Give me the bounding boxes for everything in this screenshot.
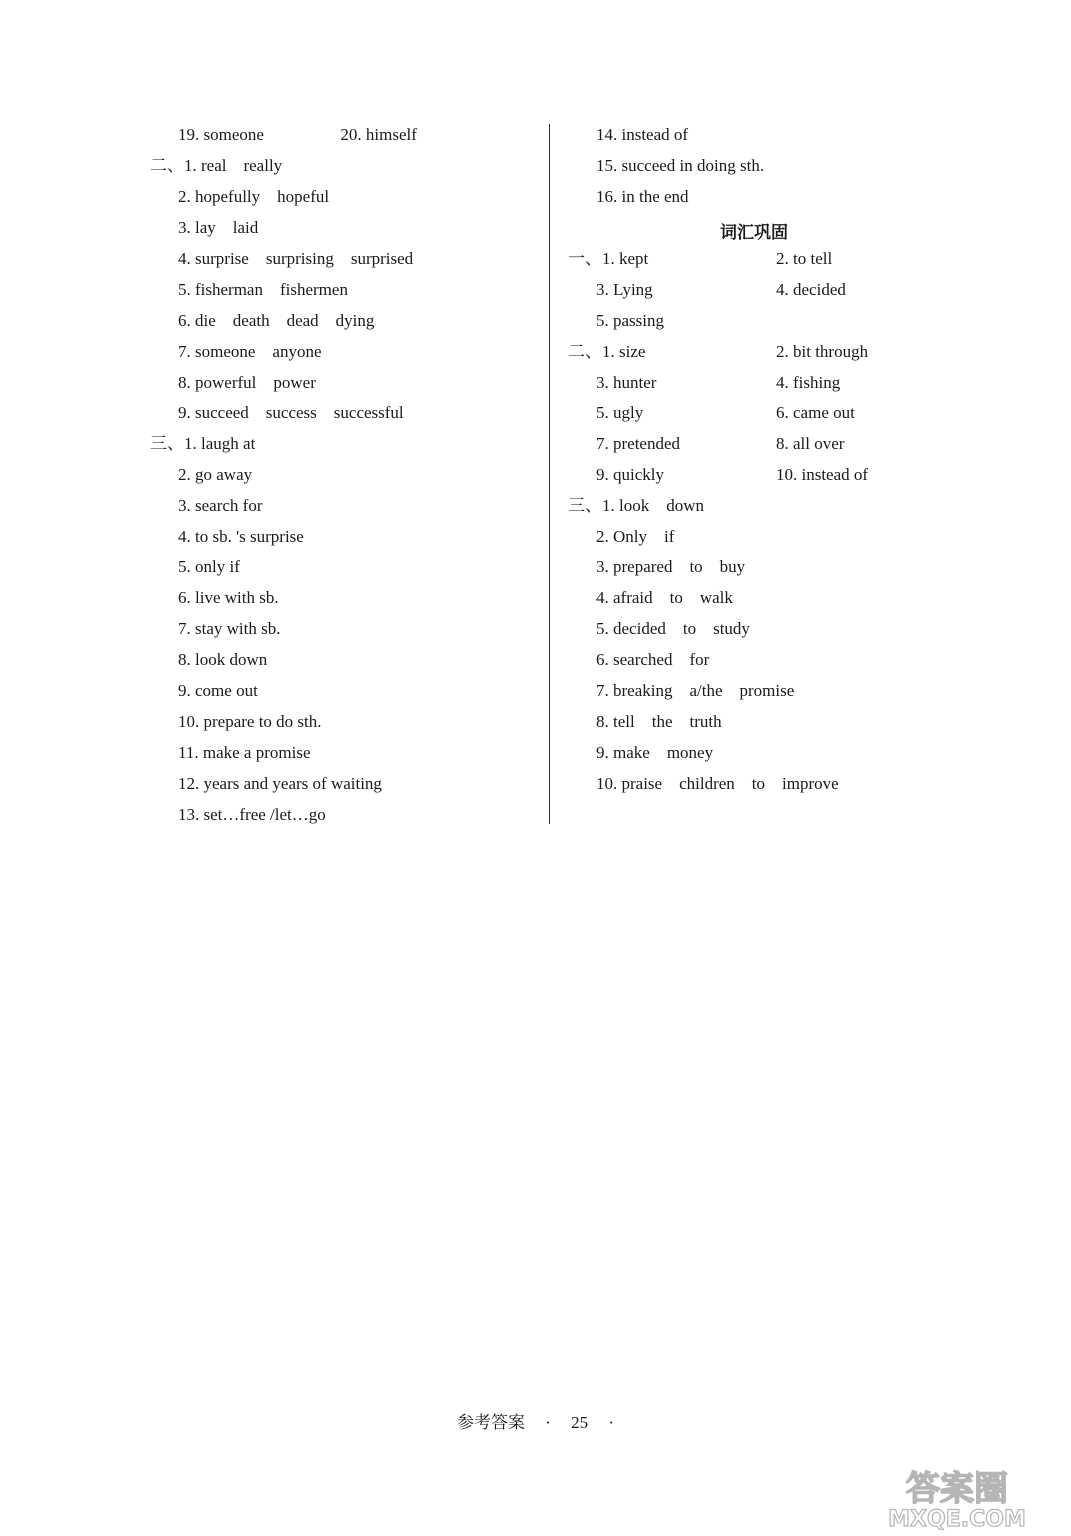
answer-item: 2. to tell <box>776 249 833 268</box>
answer-line: 13. set…free /let…go <box>178 805 326 824</box>
column-divider <box>549 124 550 824</box>
answer-item: 2. bit through <box>776 342 869 361</box>
answer-line: 三、1. laugh at <box>150 434 256 453</box>
answer-item: 3. Lying <box>596 280 653 299</box>
answer-item: 6. came out <box>776 403 855 422</box>
answer-line: 19. someone 20. himself <box>178 125 417 144</box>
answer-line: 5. only if <box>178 557 240 576</box>
answer-line: 16. in the end <box>596 187 689 206</box>
answer-line: 4. to sb. 's surprise <box>178 527 304 546</box>
answer-line: 4. afraid to walk <box>596 588 733 607</box>
answer-line: 14. instead of <box>596 125 689 144</box>
answer-line: 11. make a promise <box>178 743 311 762</box>
answer-line: 3. lay laid <box>178 218 259 237</box>
answer-item: 二、1. size <box>568 342 646 361</box>
answer-line: 5. fisherman fishermen <box>178 280 348 299</box>
answer-item: 一、1. kept <box>568 249 649 268</box>
answer-item: 5. ugly <box>596 403 644 422</box>
section-heading: 词汇巩固 <box>720 223 788 243</box>
answer-item: 8. all over <box>776 434 845 453</box>
answer-item: 5. passing <box>596 311 664 330</box>
answer-line: 6. live with sb. <box>178 588 279 607</box>
answer-line: 7. stay with sb. <box>178 619 281 638</box>
answer-item: 7. pretended <box>596 434 681 453</box>
answer-line: 3. prepared to buy <box>596 557 746 576</box>
answer-line: 10. prepare to do sth. <box>178 712 322 731</box>
answer-line: 8. tell the truth <box>596 712 722 731</box>
answer-line: 2. hopefully hopeful <box>178 187 330 206</box>
watermark-site: MXQE.COM <box>888 1507 1026 1530</box>
watermark-text: 答案圈 <box>906 1469 1008 1509</box>
footer-dot: · <box>608 1413 615 1432</box>
answer-line: 9. succeed success successful <box>178 403 404 422</box>
page-footer <box>0 1408 1071 1433</box>
answer-line: 9. come out <box>178 681 258 700</box>
answer-line: 12. years and years of waiting <box>178 774 382 793</box>
answer-line: 7. someone anyone <box>178 342 322 361</box>
answer-line: 4. surprise surprising surprised <box>178 249 414 268</box>
answer-item: 4. decided <box>776 280 846 299</box>
answer-line: 5. decided to study <box>596 619 750 638</box>
answer-line: 2. go away <box>178 465 253 484</box>
answer-line: 8. look down <box>178 650 268 669</box>
answer-item: 10. instead of <box>776 465 869 484</box>
answer-line: 10. praise children to improve <box>596 774 839 793</box>
answer-line: 6. searched for <box>596 650 710 669</box>
answer-line: 9. make money <box>596 743 714 762</box>
answer-line: 3. search for <box>178 496 263 515</box>
answer-item: 4. fishing <box>776 373 841 392</box>
answer-line: 2. Only if <box>596 527 675 546</box>
answer-line: 7. breaking a/the promise <box>596 681 795 700</box>
watermark-logo <box>857 1466 1057 1530</box>
answer-line: 15. succeed in doing sth. <box>596 156 765 175</box>
footer-dot: · <box>545 1413 551 1432</box>
answer-line: 三、1. look down <box>568 496 704 515</box>
footer-title: 参考答案 <box>456 1413 525 1432</box>
answer-line: 6. die death dead dying <box>178 311 375 330</box>
answer-line: 8. powerful power <box>178 373 316 392</box>
answer-item: 3. hunter <box>596 373 657 392</box>
page-number: 25 <box>571 1413 589 1432</box>
answer-item: 9. quickly <box>596 465 664 484</box>
answer-line: 二、1. real really <box>150 156 283 175</box>
